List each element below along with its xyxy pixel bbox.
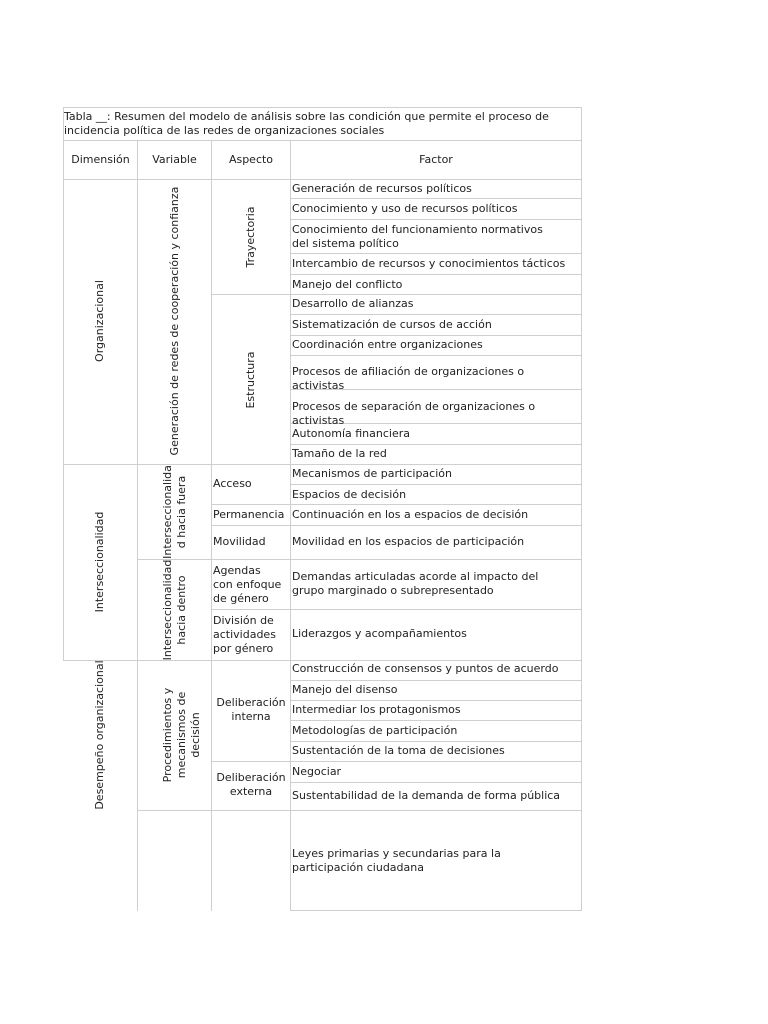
factor-cell: Movilidad en los espacios de participación	[292, 535, 525, 548]
aspect-acceso: Acceso	[213, 477, 252, 490]
variable-redes-cooperacion: Generación de redes de cooperación y confianza	[168, 186, 181, 456]
factor-cell: Conocimiento y uso de recursos políticos	[292, 202, 518, 215]
factor-cell: Generación de recursos políticos	[292, 182, 472, 195]
aspect-deliberacion-externa: Deliberación externa	[216, 771, 286, 798]
variable-interseccionalidad-dentro: Interseccionalidad hacia dentro	[161, 559, 188, 661]
header-variable: Variable	[152, 153, 197, 166]
factor-cell: Espacios de decisión	[292, 488, 407, 501]
factor-cell: Sustentabilidad de la demanda de forma pública	[292, 789, 561, 802]
factor-cell: Manejo del conflicto	[292, 278, 403, 291]
factor-cell: Manejo del disenso	[292, 683, 398, 696]
dimension-organizacional: Organizacional	[93, 280, 106, 362]
header-dimension: Dimensión	[71, 153, 130, 166]
aspect-estructura: Estructura	[244, 351, 257, 409]
aspect-trayectoria: Trayectoria	[244, 206, 257, 268]
factor-cell: Desarrollo de alianzas	[292, 297, 414, 310]
aspect-division-actividades: División de actividades por género	[213, 614, 276, 655]
aspect-agendas-genero: Agendas con enfoque de género	[213, 564, 282, 605]
aspect-deliberacion-interna: Deliberación interna	[216, 696, 286, 723]
header-factor: Factor	[419, 153, 453, 166]
factor-cell: Sistematización de cursos de acción	[292, 318, 492, 331]
factor-cell: Tamaño de la red	[292, 447, 387, 460]
factor-cell: Sustentación de la toma de decisiones	[292, 744, 505, 757]
factor-cell: Continuación en los a espacios de decisión	[292, 508, 529, 521]
factor-cell: Construcción de consensos y puntos de acuerdo	[292, 662, 559, 675]
variable-procedimientos-decision: Procedimientos y mecanismos de decisión	[161, 687, 202, 783]
factor-cell: Leyes primarias y secundarias para la participación ciudadana	[292, 847, 501, 874]
factor-cell: Negociar	[292, 765, 342, 778]
factor-cell: Mecanismos de participación	[292, 467, 452, 480]
factor-cell: Demandas articuladas acorde al impacto del grupo marginado o subrepresentado	[292, 570, 539, 597]
factor-cell: Procesos de afiliación de organizaciones o activistas	[292, 365, 525, 392]
header-aspecto: Aspecto	[228, 153, 274, 166]
factor-cell: Liderazgos y acompañamientos	[292, 627, 467, 640]
factor-cell: Metodologías de participación	[292, 724, 458, 737]
dimension-interseccionalidad: Interseccionalidad	[93, 511, 106, 613]
factor-cell: Intercambio de recursos y conocimientos tácticos	[292, 257, 566, 270]
aspect-movilidad: Movilidad	[213, 535, 266, 548]
factor-cell: Procesos de separación de organizaciones o activistas	[292, 400, 536, 427]
factor-cell: Autonomía financiera	[292, 427, 410, 440]
aspect-permanencia: Permanencia	[213, 508, 285, 521]
factor-cell: Conocimiento del funcionamiento normativos del sistema político	[292, 223, 543, 250]
dimension-desempeno-organizacional: Desempeño organizacional	[93, 660, 106, 810]
factor-cell: Coordinación entre organizaciones	[292, 338, 483, 351]
factor-cell: Intermediar los protagonismos	[292, 703, 461, 716]
table-caption: Tabla __: Resumen del modelo de análisis sobre las condición que permite el proceso de incidencia política de las redes de organizaciones sociales	[64, 110, 549, 137]
variable-interseccionalidad-fuera: Interseccionalida d hacia fuera	[161, 465, 188, 559]
